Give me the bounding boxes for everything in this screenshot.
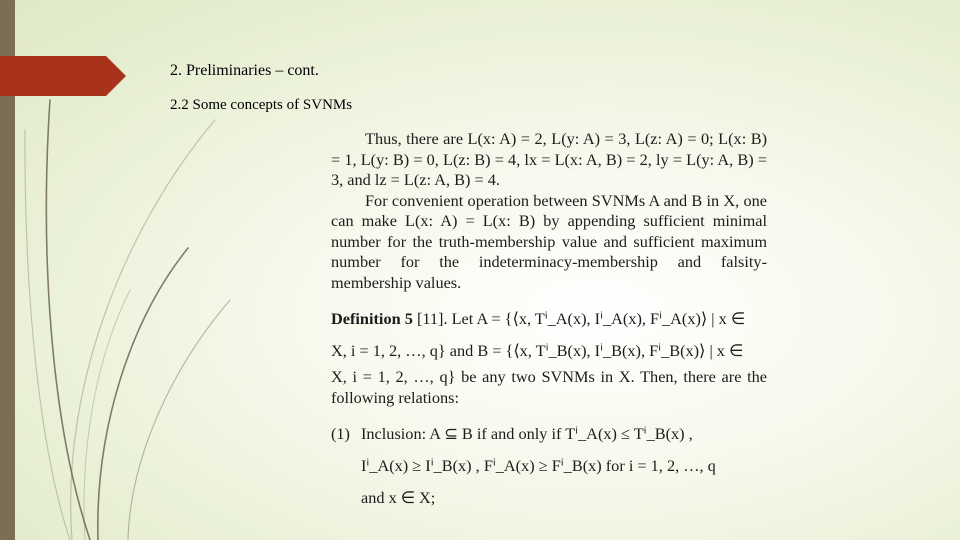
relation-item-1 [331,418,767,514]
definition-line-2: X, i = 1, 2, …, q} and B = {⟨x, Tⁱ_B(x), Iⁱ_B(x), Fⁱ_B(x)⟩ | x ∈ [331,341,744,360]
slide-subtitle: 2.2 Some concepts of SVNMs [170,97,353,113]
definition-label: Definition 5 [331,309,413,328]
inclusion-line-1: Inclusion: A ⊆ B if and only if Tⁱ_A(x) ≤ Tⁱ_B(x) , [361,424,693,443]
inclusion-line-2: Iⁱ_A(x) ≥ Iⁱ_B(x) , Fⁱ_A(x) ≥ Fⁱ_B(x) for i = 1, 2, …, q [361,456,716,475]
inclusion-line-3: and x ∈ X; [361,488,436,507]
paragraph-convenient-operation: For convenient operation between SVNMs A and B in X, one can make L(x: A) = L(x: B) by appending sufficient minimal number for the truth-membership value and sufficient maximum number for the indeterminacy-membership and falsity-membership values. [331,190,767,292]
paragraph-lengths: Thus, there are L(x: A) = 2, L(y: A) = 3, L(z: A) = 0; L(x: B) = 1, L(y: B) = 0, L(z: B) = 4, lx = L(x: A, B) = 2, ly = L(y: A, B) = 3, and lz = L(z: A, B) = 4. [331,129,767,189]
definition-5 [331,303,767,335]
relation-item-number: (1) [331,424,350,443]
title-accent-arrow [0,56,126,96]
definition-line-3: X, i = 1, 2, …, q} be any two SVNMs in X. Then, there are the following relations: [331,367,767,407]
paper-excerpt [331,129,767,514]
slide-title: 2. Preliminaries – cont. [170,62,319,79]
definition-text: [11]. Let A = {⟨x, Tⁱ_A(x), Iⁱ_A(x), Fⁱ_A(x)⟩ | x ∈ [412,309,746,328]
